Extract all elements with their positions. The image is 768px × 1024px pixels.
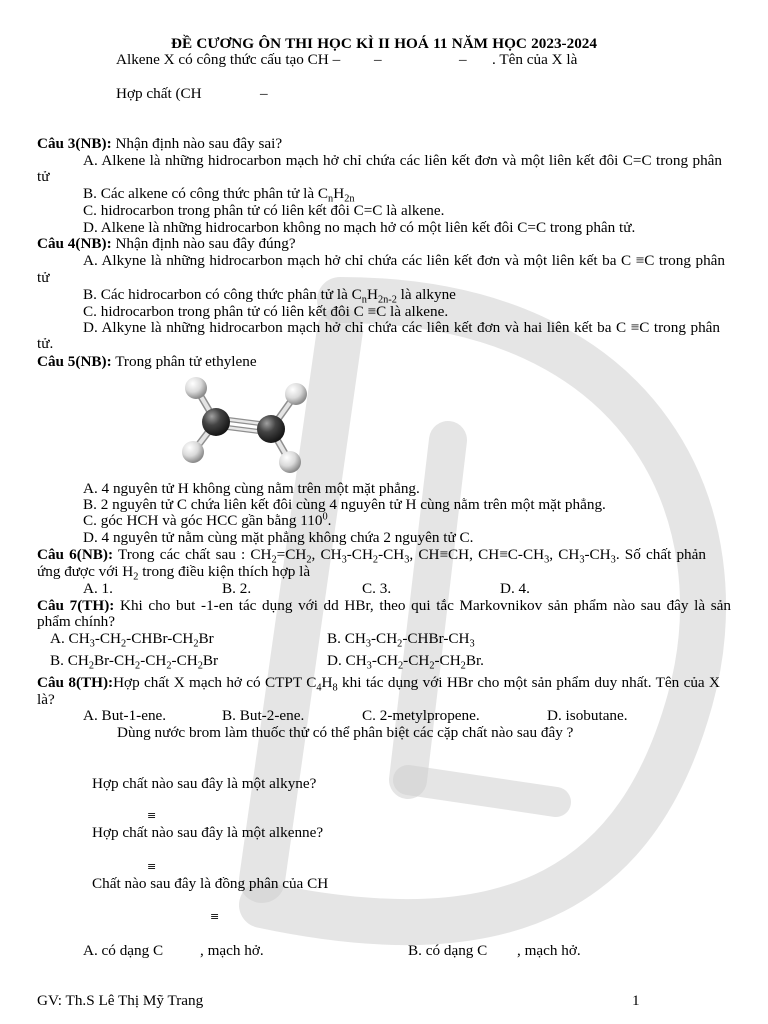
question-5-option-c bbox=[83, 512, 331, 529]
general-formula-option-a: A. có dạng C bbox=[83, 942, 164, 959]
subscript: n bbox=[361, 294, 367, 306]
subscript: 2n-2 bbox=[377, 294, 397, 306]
formula-text: -CHBr-CH bbox=[402, 630, 470, 647]
stem-text: Khi cho but -1-en tác dụng với dd HBr, theo qui tắc Markovnikov sản phẩm nào sau đây là sản bbox=[114, 597, 731, 614]
triple-bond-symbol: ≡ bbox=[210, 910, 220, 923]
stem-text: Hợp chất X mạch hở có CTPT C bbox=[113, 674, 317, 691]
subscript: 2 bbox=[135, 660, 141, 672]
subscript: 3 bbox=[579, 554, 585, 566]
question-5-option-a: A. 4 nguyên tử H không cùng nằm trên một mặt phẳng. bbox=[83, 480, 420, 497]
question-4-label: Câu 4(NB): bbox=[37, 235, 112, 252]
question-4-option-d: D. Alkyne là những hidrocarbon mạch hở chỉ chứa các liên kết đơn và hai liên kết ba C ≡C trong phân bbox=[83, 319, 720, 336]
formula-text: -CH bbox=[140, 652, 167, 669]
question-7-option-b bbox=[327, 630, 475, 650]
question-3-label: Câu 3(NB): bbox=[37, 135, 112, 152]
carbon-atom bbox=[257, 415, 285, 443]
formula-text: Br bbox=[202, 652, 219, 669]
question-6-option-b: B. 2. bbox=[222, 580, 252, 597]
subscript: 3 bbox=[89, 638, 95, 650]
question-3-stem bbox=[37, 135, 282, 152]
subscript: 2n bbox=[344, 193, 355, 205]
question-3-text: Nhận định nào sau đây sai? bbox=[111, 135, 283, 152]
question-3-option-b bbox=[83, 185, 355, 205]
subscript: 3 bbox=[366, 660, 372, 672]
question-4-option-c: C. hidrocarbon trong phân tử có liên kết đôi C ≡C là alkene. bbox=[83, 303, 449, 320]
option-text: C. góc HCH và góc HCC gần bằng 110 bbox=[83, 512, 323, 529]
subscript: 3 bbox=[365, 638, 371, 650]
question-8-option-b: B. But-2-ene. bbox=[222, 707, 305, 724]
alkene-question-text: Alkene X có công thức cấu tạo CH – bbox=[116, 51, 341, 68]
subscript: 2 bbox=[460, 660, 466, 672]
option-text: là alkyne bbox=[396, 286, 456, 303]
formula-text: Br bbox=[198, 630, 214, 647]
triple-bond-symbol: ≡ bbox=[147, 809, 157, 822]
stem-text: , CH bbox=[311, 546, 342, 563]
option-text: H bbox=[366, 286, 378, 303]
stem-text: trong điều kiện thích hợp là bbox=[138, 563, 311, 580]
question-6-label: Câu 6(NB): bbox=[37, 546, 114, 563]
question-7-stem-line-1 bbox=[37, 597, 731, 614]
subscript: 2 bbox=[197, 660, 203, 672]
subscript: 2 bbox=[372, 554, 379, 566]
stem-text: ứng được với H bbox=[37, 563, 134, 580]
footer-teacher: GV: Th.S Lê Thị Mỹ Trang bbox=[37, 992, 204, 1009]
triple-bond-symbol: ≡ bbox=[147, 860, 157, 873]
option-text: B. Các alkene có công thức phân tử là C bbox=[83, 185, 329, 202]
formula-text: B. CH bbox=[50, 652, 89, 669]
question-4-option-a: A. Alkyne là những hidrocarbon mạch hở chỉ chứa các liên kết đơn và một liên kết ba C ≡C trong phân bbox=[83, 252, 725, 269]
stem-text: H bbox=[321, 674, 333, 691]
subscript: 3 bbox=[610, 554, 616, 566]
formula-text: -CH bbox=[434, 652, 461, 669]
question-6-option-c: C. 3. bbox=[362, 580, 392, 597]
stem-text: -CH bbox=[378, 546, 405, 563]
option-text: B. Các hidrocarbon có công thức phân tử là C bbox=[83, 286, 362, 303]
question-8-label: Câu 8(TH): bbox=[37, 674, 114, 691]
question-3-option-c: C. hidrocarbon trong phân tử có liên kết đôi C=C là alkene. bbox=[83, 202, 445, 219]
superscript: 0 bbox=[322, 511, 328, 523]
alkyne-question: Hợp chất nào sau đây là một alkyne? bbox=[92, 775, 317, 792]
hydrogen-atom bbox=[285, 383, 307, 405]
subscript: n bbox=[328, 193, 334, 205]
formula-dash: – bbox=[374, 51, 382, 68]
subscript: 2 bbox=[88, 660, 94, 672]
question-6-stem-line-2 bbox=[37, 563, 311, 583]
question-6-stem-line-1 bbox=[37, 546, 706, 566]
question-8-option-d: D. isobutane. bbox=[547, 707, 628, 724]
subscript: 4 bbox=[316, 682, 322, 694]
question-7-option-d bbox=[327, 652, 484, 672]
question-8-option-c: C. 2-metylpropene. bbox=[362, 707, 480, 724]
question-3-option-a: A. Alkene là những hidrocarbon mạch hở chỉ chứa các liên kết đơn và một liên kết đôi C=C trong phân bbox=[83, 152, 722, 169]
formula-text: Br-CH bbox=[94, 652, 136, 669]
general-formula-option-b-tail: , mạch hở. bbox=[517, 942, 581, 959]
question-4-option-a-continuation: tử bbox=[37, 269, 50, 286]
watermark-inner-foot bbox=[408, 780, 556, 802]
subscript: 3 bbox=[341, 554, 347, 566]
question-5-option-d: D. 4 nguyên tử nằm cùng mặt phẳng không chứa 2 nguyên tử C. bbox=[83, 529, 474, 546]
question-7-option-a bbox=[50, 630, 214, 650]
formula-text: -CH bbox=[171, 652, 198, 669]
document-title: ĐỀ CƯƠNG ÔN THI HỌC KÌ II HOÁ 11 NĂM HỌC 2023-2024 bbox=[171, 35, 597, 52]
question-4-text: Nhận định nào sau đây đúng? bbox=[111, 235, 296, 252]
subscript: 2 bbox=[133, 571, 139, 583]
question-7-label: Câu 7(TH): bbox=[37, 597, 115, 614]
stem-text: khi tác dụng với HBr cho một sản phẩm duy nhất. Tên của X bbox=[337, 674, 720, 691]
question-6-option-d: D. 4. bbox=[500, 580, 530, 597]
hydrogen-atom bbox=[279, 451, 301, 473]
question-7-stem-line-2: phẩm chính? bbox=[37, 613, 116, 630]
ethylene-molecule-image bbox=[170, 365, 315, 480]
formula-text: -CH bbox=[371, 630, 398, 647]
isomer-question: Chất nào sau đây là đồng phân của CH bbox=[92, 875, 329, 892]
subscript: 2 bbox=[193, 638, 199, 650]
formula-text: D. CH bbox=[327, 652, 367, 669]
general-formula-option-a-tail: , mạch hở. bbox=[200, 942, 264, 959]
subscript: 2 bbox=[166, 660, 172, 672]
formula-text: Br. bbox=[465, 652, 484, 669]
subscript: 2 bbox=[306, 554, 312, 566]
question-5-option-b: B. 2 nguyên tử C chứa liên kết đôi cùng 4 nguyên tử H cùng nằm trên một mặt phẳng. bbox=[83, 496, 606, 513]
question-3-option-d: D. Alkene là những hidrocarbon không no mạch hở có một liên kết đôi C=C trong phân tử. bbox=[83, 219, 636, 236]
question-7-option-c bbox=[50, 652, 219, 672]
bromine-question: Dùng nước brom làm thuốc thử có thể phân biệt các cặp chất nào sau đây ? bbox=[117, 724, 574, 741]
stem-text: Trong các chất sau : CH bbox=[113, 546, 272, 563]
formula-text: -CH bbox=[94, 630, 121, 647]
general-formula-option-b: B. có dạng C bbox=[408, 942, 488, 959]
question-4-option-b bbox=[83, 286, 456, 306]
question-4-option-d-continuation: tử. bbox=[37, 335, 54, 352]
stem-text: =CH bbox=[276, 546, 307, 563]
page-number: 1 bbox=[632, 992, 640, 1009]
formula-text: -CH bbox=[371, 652, 398, 669]
subscript: 3 bbox=[544, 554, 550, 566]
stem-text: , CH bbox=[549, 546, 580, 563]
stem-text: -CH bbox=[584, 546, 611, 563]
subscript: 2 bbox=[429, 660, 435, 672]
subscript: 2 bbox=[121, 638, 127, 650]
question-5-text: Trong phân tử ethylene bbox=[111, 353, 257, 370]
stem-text: , CH≡CH, CH≡C-CH bbox=[409, 546, 545, 563]
subscript: 2 bbox=[397, 638, 403, 650]
formula-text: B. CH bbox=[327, 630, 366, 647]
subscript: 8 bbox=[332, 682, 338, 694]
subscript: 3 bbox=[404, 554, 410, 566]
formula-text: A. CH bbox=[50, 630, 90, 647]
question-6-option-a: A. 1. bbox=[83, 580, 113, 597]
subscript: 2 bbox=[398, 660, 404, 672]
question-3-option-a-continuation: tử bbox=[37, 168, 50, 185]
hydrogen-atom bbox=[182, 441, 204, 463]
compound-question-text: Hợp chất (CH bbox=[116, 85, 202, 102]
option-text: . bbox=[327, 512, 332, 529]
question-4-stem bbox=[37, 235, 296, 252]
formula-dash: – bbox=[260, 85, 268, 102]
stem-text: -CH bbox=[346, 546, 373, 563]
hydrogen-atom bbox=[185, 377, 207, 399]
formula-text: -CHBr-CH bbox=[126, 630, 194, 647]
question-8-option-a: A. But-1-ene. bbox=[83, 707, 167, 724]
alkene-question: Hợp chất nào sau đây là một alkenne? bbox=[92, 824, 324, 841]
subscript: 2 bbox=[271, 554, 277, 566]
formula-dash: – bbox=[459, 51, 467, 68]
carbon-atom bbox=[202, 408, 230, 436]
question-5-label: Câu 5(NB): bbox=[37, 353, 112, 370]
option-text: H bbox=[333, 185, 345, 202]
question-8-stem-line-2: là? bbox=[37, 691, 55, 708]
question-8-stem-line-1 bbox=[37, 674, 720, 694]
subscript: 3 bbox=[469, 638, 475, 650]
alkene-question-tail: . Tên của X là bbox=[492, 51, 578, 68]
formula-text: -CH bbox=[403, 652, 430, 669]
stem-text: . Số chất phản bbox=[615, 546, 706, 563]
